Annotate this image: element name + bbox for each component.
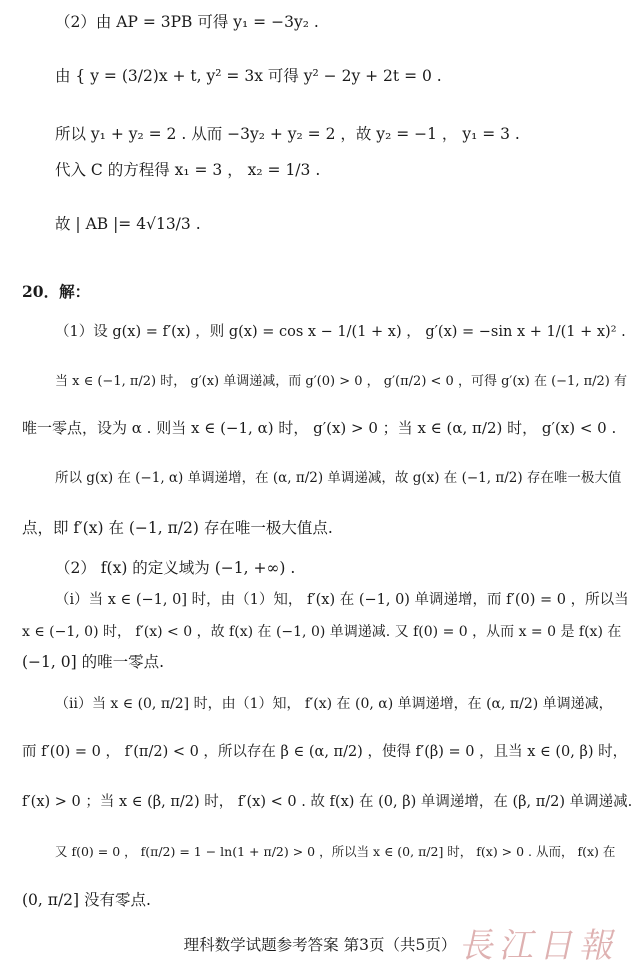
line-2: 由 { y = (3/2)x + t, y² = 3x 可得 y² − 2y + 2t = 0 . xyxy=(55,67,442,85)
line-20: (0, π/2] 没有零点. xyxy=(22,891,151,909)
newspaper-watermark-logo: 長江日報 xyxy=(457,926,626,966)
line-14: x ∈ (−1, 0) 时， f′(x) < 0 ，故 f(x) 在 (−1, 0) 单调递减. 又 f(0) = 0 ，从而 x = 0 是 f(x) 在 xyxy=(22,624,622,640)
line-16: （ⅱ）当 x ∈ (0, π/2] 时，由（1）知， f′(x) 在 (0, α) 单调递增，在 (α, π/2) 单调递减， xyxy=(55,696,613,712)
line-18: f′(x) > 0 ；当 x ∈ (β, π/2) 时， f′(x) < 0 . 故 f(x) 在 (0, β) 单调递增，在 (β, π/2) 单调递减. xyxy=(22,794,633,810)
line-5: 故 | AB |= 4√13/3 . xyxy=(55,215,201,233)
line-13: （ⅰ）当 x ∈ (−1, 0] 时，由（1）知， f′(x) 在 (−1, 0) 单调递增，而 f′(0) = 0 ，所以当 xyxy=(55,592,629,608)
line-15: (−1, 0] 的唯一零点. xyxy=(22,653,165,671)
line-9: 唯一零点，设为 α . 则当 x ∈ (−1, α) 时， g′(x) > 0 ；当 x ∈ (α, π/2) 时， g′(x) < 0 . xyxy=(22,419,617,437)
line-8: 当 x ∈ (−1, π/2) 时， g′(x) 单调递减，而 g′(0) > 0 ， g′(π/2) < 0 ，可得 g′(x) 在 (−1, π/2) 有 xyxy=(55,374,627,389)
line-17: 而 f′(0) = 0 ， f′(π/2) < 0 ，所以存在 β ∈ (α, π/2) ，使得 f′(β) = 0 ，且当 x ∈ (0, β) 时， xyxy=(22,744,628,760)
line-19: 又 f(0) = 0 ， f(π/2) = 1 − ln(1 + π/2) > 0 ，所以当 x ∈ (0, π/2] 时， f(x) > 0 . 从而， f(x) 在 xyxy=(55,844,616,859)
line-4: 代入 C 的方程得 x₁ = 3 ， x₂ = 1/3 . xyxy=(55,161,321,179)
line-12: （2） f(x) 的定义域为 (−1, +∞) . xyxy=(55,559,296,577)
line-1: （2）由 AP = 3PB 可得 y₁ = −3y₂ . xyxy=(55,13,319,31)
line-11: 点，即 f′(x) 在 (−1, π/2) 存在唯一极大值点. xyxy=(22,519,333,537)
line-3: 所以 y₁ + y₂ = 2 . 从而 −3y₂ + y₂ = 2 ，故 y₂ = −1 ， y₁ = 3 . xyxy=(55,125,520,143)
line-10: 所以 g(x) 在 (−1, α) 单调递增，在 (α, π/2) 单调递减，故 g(x) 在 (−1, π/2) 存在唯一极大值 xyxy=(55,470,622,486)
page-footer: 理科数学试题参考答案 第3页（共5页） xyxy=(183,936,457,954)
line-7: （1）设 g(x) = f′(x) ，则 g(x) = cos x − 1/(1 + x) ， g′(x) = −sin x + 1/(1 + x)² . xyxy=(55,324,626,340)
problem-20-heading: 20．解： xyxy=(22,282,91,301)
